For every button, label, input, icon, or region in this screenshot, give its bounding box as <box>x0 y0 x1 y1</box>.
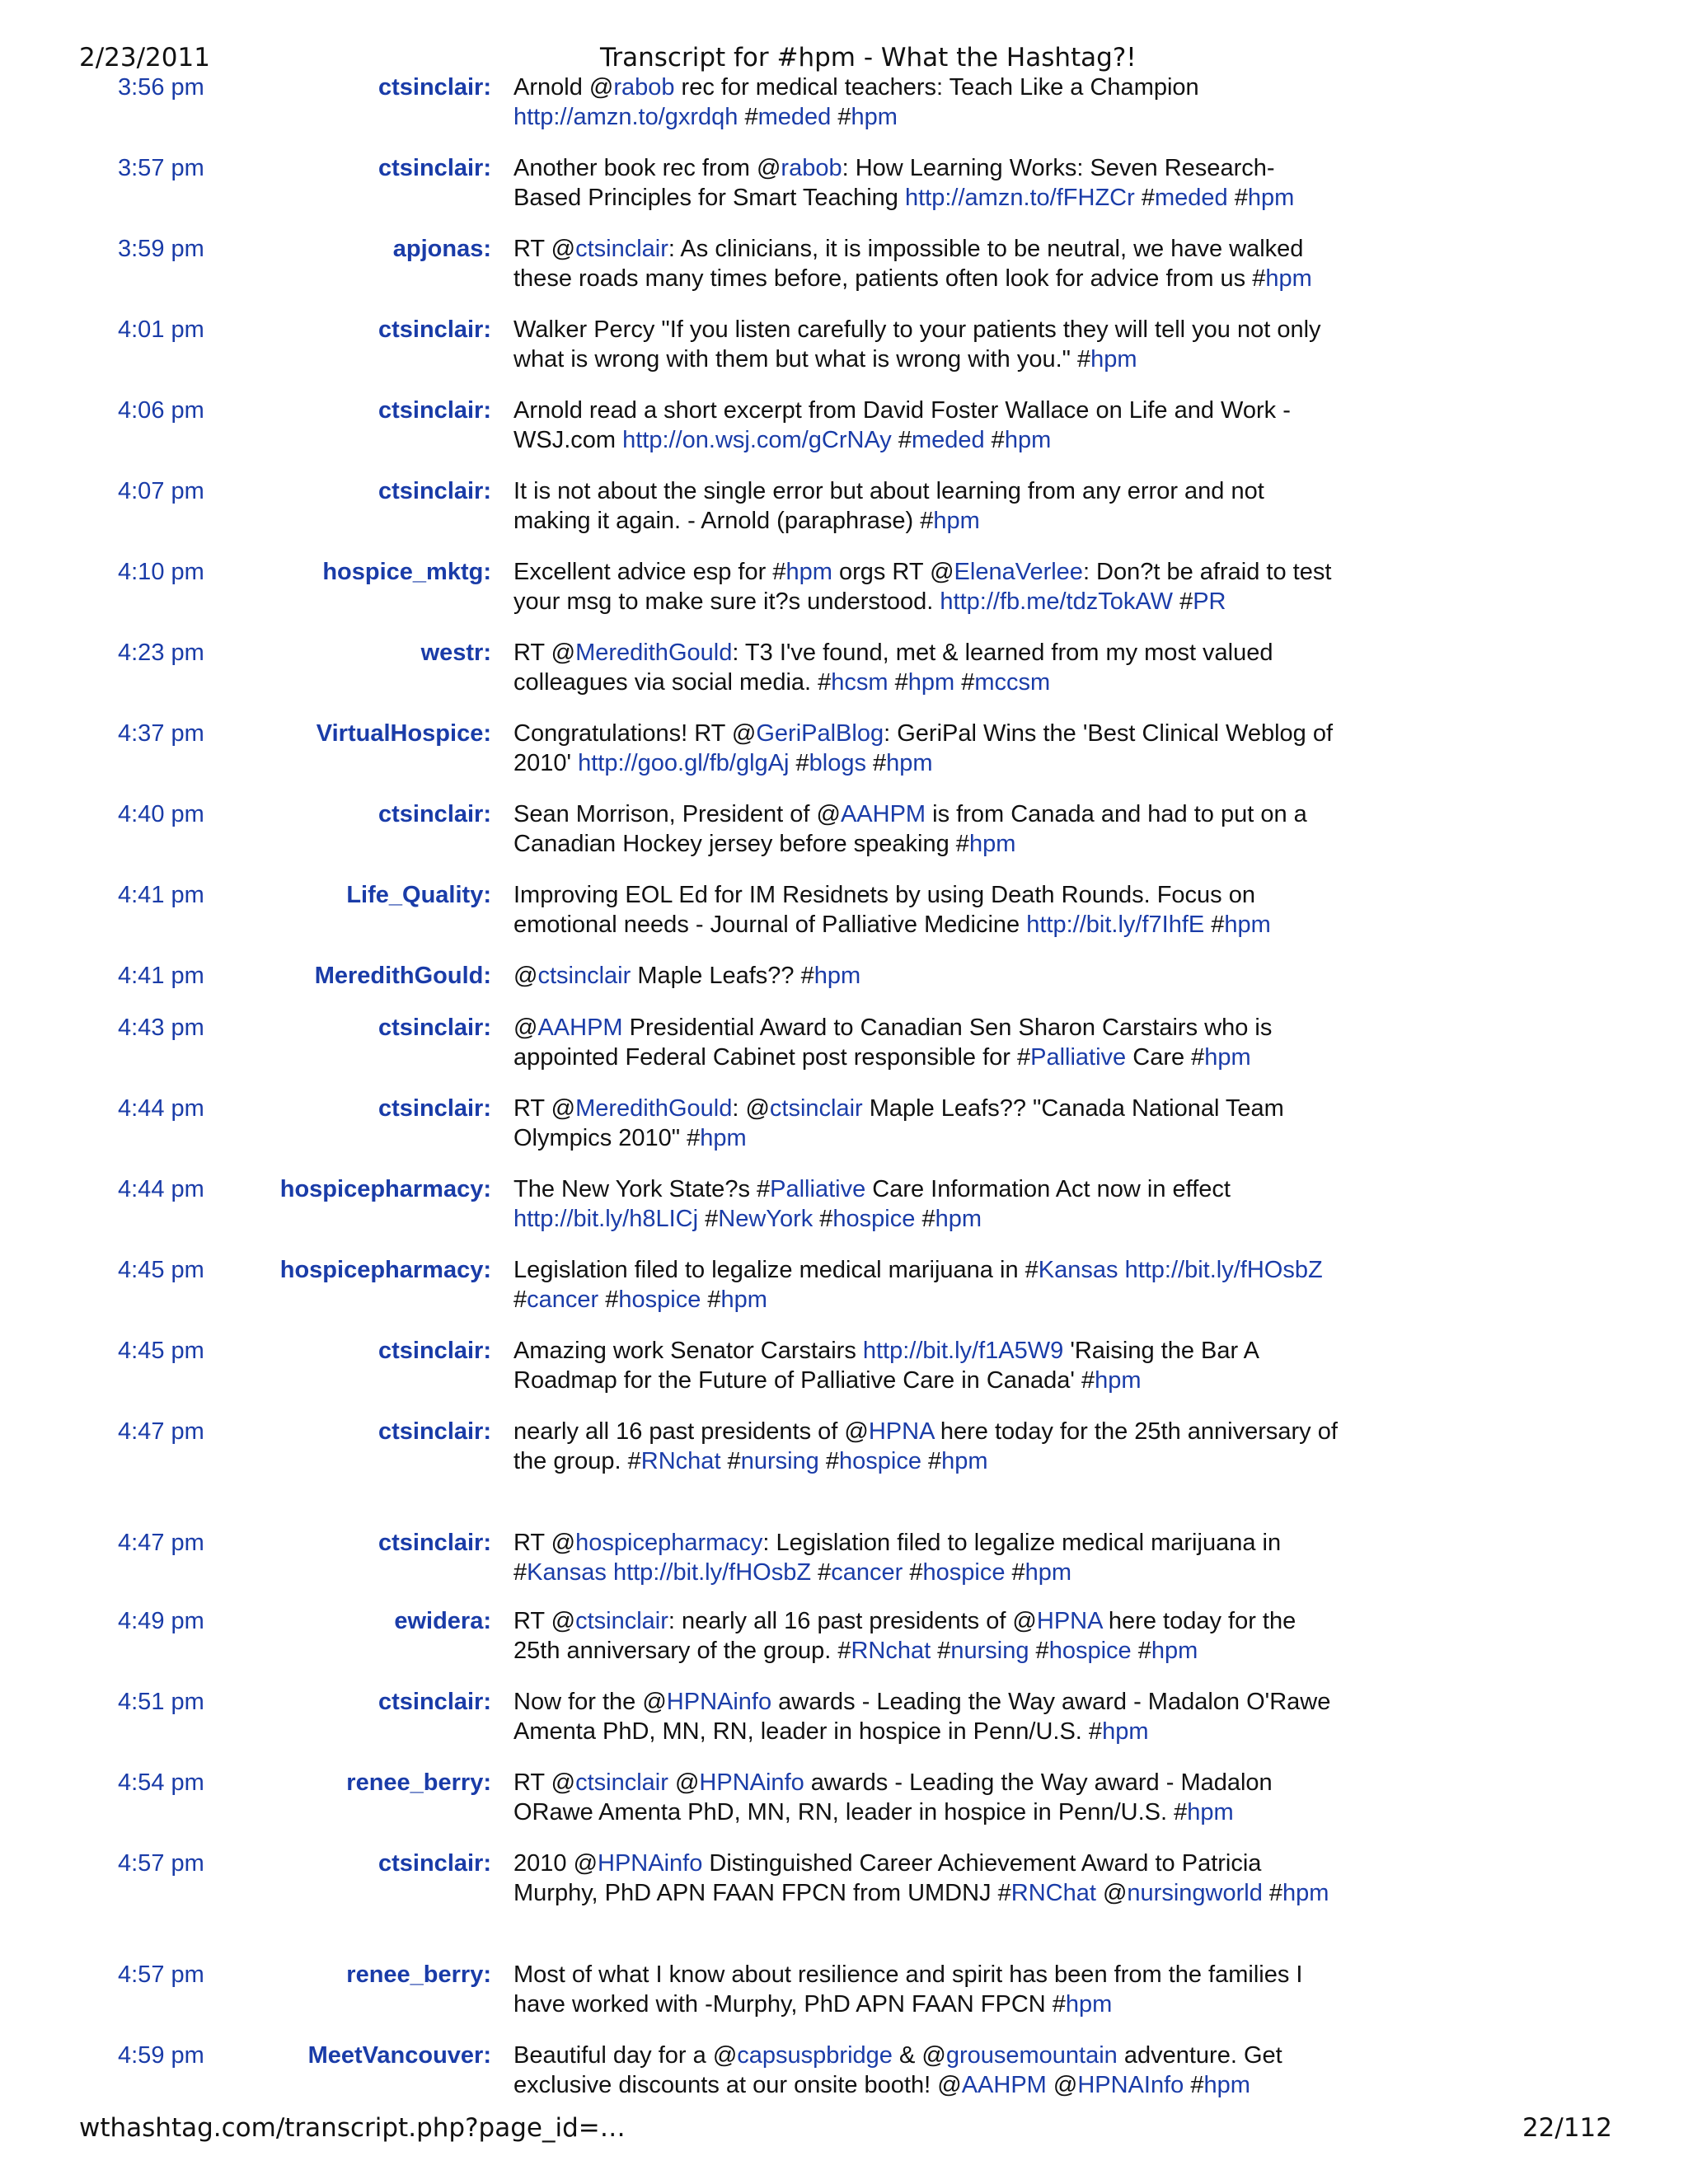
tweet-link[interactable]: http://amzn.to/gxrdqh <box>513 104 738 130</box>
tweet-link[interactable]: Kansas <box>527 1559 607 1586</box>
tweet-user[interactable]: renee_berry: <box>346 1961 491 1988</box>
tweet-link[interactable]: Kansas <box>1038 1257 1118 1283</box>
tweet-link[interactable]: hpm <box>1095 1367 1142 1394</box>
tweet-text: Walker Percy "If you listen carefully to your patients they will tell you not only what is wrong with them but what is wrong with you." #hpm <box>513 316 1321 373</box>
tweet-time[interactable]: 4:41 pm <box>118 882 204 908</box>
tweet-text: RT @hospicepharmacy: Legislation filed to legalize medical marijuana in #Kansas http://bit.ly/fHOsbZ #cancer #hospice #hpm <box>513 1530 1282 1586</box>
tweet-link[interactable]: HPNA <box>868 1418 934 1445</box>
tweet-time[interactable]: 4:47 pm <box>118 1530 204 1556</box>
tweet-user[interactable]: ctsinclair: <box>378 316 491 343</box>
tweet-link[interactable]: HPNAInfo <box>1077 2072 1184 2098</box>
tweet-user[interactable]: ctsinclair: <box>378 1095 491 1122</box>
tweet-time[interactable]: 3:56 pm <box>118 74 204 101</box>
tweet-link[interactable]: http://bit.ly/fHOsbZ <box>612 1559 812 1586</box>
tweet-text: The New York State?s #Palliative Care Information Act now in effect http://bit.ly/h8LICj #NewYork #hospice #hpm <box>513 1176 1231 1232</box>
tweet-text: @ctsinclair Maple Leafs?? #hpm <box>513 963 861 989</box>
tweet-link[interactable]: hpm <box>1025 1559 1072 1586</box>
tweet-link[interactable]: http://goo.gl/fb/glgAj <box>578 750 790 776</box>
tweet-link[interactable]: ElenaVerlee <box>954 559 1083 585</box>
tweet-link[interactable]: http://fb.me/tdzTokAW <box>940 588 1174 615</box>
tweet-link[interactable]: nursing <box>950 1638 1029 1664</box>
tweet-user[interactable]: renee_berry: <box>346 1769 491 1796</box>
tweet-text: Legislation filed to legalize medical marijuana in #Kansas http://bit.ly/fHOsbZ #cancer #hospice #hpm <box>513 1257 1323 1313</box>
tweet-link[interactable]: http://bit.ly/fHOsbZ <box>1124 1257 1323 1283</box>
tweet-link[interactable]: hpm <box>1090 346 1137 373</box>
tweet-text: 2010 @HPNAinfo Distinguished Career Achievement Award to Patricia Murphy, PhD APN FAAN FPCN from UMDNJ #RNChat @nursingworld #hpm <box>513 1850 1329 1906</box>
tweet-link[interactable]: HPNAinfo <box>598 1850 703 1877</box>
tweet-link[interactable]: hpm <box>700 1125 747 1151</box>
tweet-link[interactable]: capsuspbridge <box>737 2042 893 2069</box>
tweet-link[interactable]: hpm <box>1187 1799 1234 1825</box>
tweet-time[interactable]: 4:51 pm <box>118 1689 204 1715</box>
tweet-link[interactable]: Palliative <box>770 1176 866 1202</box>
tweet-link[interactable]: hpm <box>968 831 1016 857</box>
tweet-user[interactable]: hospicepharmacy: <box>279 1176 491 1202</box>
tweet-link[interactable]: hpm <box>720 1286 767 1313</box>
tweet-link[interactable]: ctsinclair <box>575 1608 668 1634</box>
tweet-link[interactable]: HPNAinfo <box>666 1689 772 1715</box>
tweet-user[interactable]: MeetVancouver: <box>307 2042 491 2069</box>
tweet-link[interactable]: meded <box>1154 185 1228 211</box>
footer-url: wthashtag.com/transcript.php?page_id=… <box>79 2113 626 2143</box>
tweet-user[interactable]: VirtualHospice: <box>316 720 491 747</box>
tweet-user[interactable]: ctsinclair: <box>378 1689 491 1715</box>
tweet-link[interactable]: rabob <box>781 155 842 181</box>
tweet-text: Amazing work Senator Carstairs http://bit.ly/f1A5W9 'Raising the Bar A Roadmap for the Future of Palliative Care in Canada' #hpm <box>513 1338 1259 1394</box>
tweet-text: Most of what I know about resilience and spirit has been from the families I have worked with -Murphy, PhD APN FAAN FPCN #hpm <box>513 1961 1303 2018</box>
tweet-user[interactable]: MeredithGould: <box>314 963 491 989</box>
tweet-text: Now for the @HPNAinfo awards - Leading the Way award - Madalon O'Rawe Amenta PhD, MN, RN, leader in hospice in Penn/U.S. #hpm <box>513 1689 1331 1745</box>
tweet-time[interactable]: 4:47 pm <box>118 1418 204 1445</box>
tweet-user[interactable]: ctsinclair: <box>378 155 491 181</box>
tweet-time[interactable]: 4:43 pm <box>118 1015 204 1041</box>
tweet-user[interactable]: apjonas: <box>392 236 491 262</box>
tweet-text: RT @ctsinclair: As clinicians, it is impossible to be neutral, we have walked these roads many times before, patients often look for advice from us #hpm <box>513 236 1312 292</box>
tweet-time[interactable]: 4:49 pm <box>118 1608 204 1634</box>
tweet-link[interactable]: hpm <box>1204 1044 1251 1071</box>
tweet-link[interactable]: ctsinclair <box>575 236 668 262</box>
tweet-text: It is not about the single error but about learning from any error and not making it again. - Arnold (paraphrase) #hpm <box>513 478 1264 534</box>
tweet-link[interactable]: hpm <box>1265 265 1312 292</box>
tweet-time[interactable]: 4:40 pm <box>118 801 204 827</box>
tweet-link[interactable]: ctsinclair <box>537 963 631 989</box>
tweet-link[interactable]: cancer <box>831 1559 903 1586</box>
tweet-time[interactable]: 4:59 pm <box>118 2042 204 2069</box>
tweet-text: Arnold read a short excerpt from David Foster Wallace on Life and Work - WSJ.com http://on.wsj.com/gCrNAy #meded #hpm <box>513 397 1291 453</box>
tweet-text: Sean Morrison, President of @AAHPM is from Canada and had to put on a Canadian Hockey jersey before speaking #hpm <box>513 801 1307 857</box>
tweet-user[interactable]: ctsinclair: <box>378 1015 491 1041</box>
tweet-user[interactable]: hospicepharmacy: <box>279 1257 491 1283</box>
tweet-time[interactable]: 4:57 pm <box>118 1850 204 1877</box>
tweet-user[interactable]: ctsinclair: <box>378 478 491 504</box>
tweet-link[interactable]: hpm <box>941 1448 988 1474</box>
tweet-link[interactable]: hpm <box>886 750 933 776</box>
tweet-user[interactable]: ctsinclair: <box>378 397 491 424</box>
tweet-time[interactable]: 3:57 pm <box>118 155 204 181</box>
tweet-user[interactable]: Life_Quality: <box>346 882 491 908</box>
tweet-link[interactable]: hpm <box>1102 1718 1149 1745</box>
tweet-link[interactable]: hpm <box>1004 427 1052 453</box>
tweet-time[interactable]: 4:54 pm <box>118 1769 204 1796</box>
tweet-link[interactable]: http://bit.ly/f1A5W9 <box>862 1338 1064 1364</box>
tweet-link[interactable]: hospice <box>839 1448 921 1474</box>
tweet-link[interactable]: hpm <box>1203 2072 1250 2098</box>
tweet-link[interactable]: hcsm <box>831 669 889 696</box>
tweet-link[interactable]: HPNA <box>1036 1608 1102 1634</box>
tweet-link[interactable]: hospice <box>618 1286 701 1313</box>
tweet-time[interactable]: 4:45 pm <box>118 1338 204 1364</box>
tweet-link[interactable]: meded <box>911 427 985 453</box>
tweet-link[interactable]: NewYork <box>718 1206 814 1232</box>
tweet-link[interactable]: hospice <box>832 1206 916 1232</box>
tweet-user[interactable]: ctsinclair: <box>378 1418 491 1445</box>
tweet-link[interactable]: HPNAinfo <box>699 1769 804 1796</box>
tweet-link[interactable]: RNchat <box>640 1448 721 1474</box>
tweet-link[interactable]: http://bit.ly/h8LICj <box>513 1206 699 1232</box>
tweet-link[interactable]: ctsinclair <box>575 1769 668 1796</box>
tweet-user[interactable]: westr: <box>420 640 491 666</box>
tweet-link[interactable]: PR <box>1193 588 1226 615</box>
tweet-text: Excellent advice esp for #hpm orgs RT @ElenaVerlee: Don?t be afraid to test your msg to make sure it?s understood. http://fb.me/tdzTokAW #PR <box>513 559 1332 615</box>
tweet-user[interactable]: ctsinclair: <box>378 801 491 827</box>
tweet-text: nearly all 16 past presidents of @HPNA here today for the 25th anniversary of the group. #RNchat #nursing #hospice #hpm <box>513 1418 1338 1474</box>
tweet-link[interactable]: hpm <box>935 1206 982 1232</box>
tweet-link[interactable]: RNchat <box>851 1638 931 1664</box>
tweet-text: Beautiful day for a @capsuspbridge & @grousemountain adventure. Get exclusive discounts at our onsite booth! @AAHPM @HPNAInfo #hpm <box>513 2042 1282 2098</box>
tweet-text: RT @MeredithGould: @ctsinclair Maple Leafs?? "Canada National Team Olympics 2010" #hpm <box>513 1095 1284 1151</box>
tweet-time[interactable]: 4:44 pm <box>118 1176 204 1202</box>
tweet-user[interactable]: hospice_mktg: <box>322 559 491 585</box>
tweet-time[interactable]: 4:01 pm <box>118 316 204 343</box>
tweet-text: Arnold @rabob rec for medical teachers: Teach Like a Champion http://amzn.to/gxrdqh #meded #hpm <box>513 74 1199 130</box>
tweet-link[interactable]: rabob <box>613 74 675 101</box>
tweet-link[interactable]: GeriPalBlog <box>756 720 884 747</box>
print-date: 2/23/2011 <box>79 43 210 73</box>
tweet-time[interactable]: 4:06 pm <box>118 397 204 424</box>
tweet-time[interactable]: 4:57 pm <box>118 1961 204 1988</box>
tweet-text: RT @ctsinclair @HPNAinfo awards - Leading the Way award - Madalon ORawe Amenta PhD, MN, RN, leader in hospice in Penn/U.S. #hpm <box>513 1769 1273 1825</box>
tweet-link[interactable]: ctsinclair <box>769 1095 863 1122</box>
tweet-link[interactable]: MeredithGould <box>575 640 733 666</box>
tweet-time[interactable]: 4:10 pm <box>118 559 204 585</box>
tweet-link[interactable]: AAHPM <box>840 801 926 827</box>
tweet-link[interactable]: http://bit.ly/f7IhfE <box>1026 912 1205 938</box>
page-number: 22/112 <box>1522 2113 1612 2143</box>
tweet-link[interactable]: blogs <box>809 750 866 776</box>
tweet-time[interactable]: 4:45 pm <box>118 1257 204 1283</box>
tweet-link[interactable]: hpm <box>1247 185 1295 211</box>
tweet-link[interactable]: mccsm <box>974 669 1051 696</box>
tweet-link[interactable]: hpm <box>1282 1880 1329 1906</box>
tweet-link[interactable]: nursing <box>740 1448 819 1474</box>
tweet-link[interactable]: hpm <box>1224 912 1271 938</box>
tweet-text: RT @MeredithGould: T3 I've found, met & learned from my most valued colleagues via social media. #hcsm #hpm #mccsm <box>513 640 1273 696</box>
tweet-link[interactable]: hpm <box>785 559 832 585</box>
tweet-link[interactable]: hpm <box>933 508 980 534</box>
tweet-time[interactable]: 4:37 pm <box>118 720 204 747</box>
tweet-link[interactable]: http://on.wsj.com/gCrNAy <box>622 427 892 453</box>
tweet-link[interactable]: AAHPM <box>961 2072 1047 2098</box>
tweet-link[interactable]: AAHPM <box>537 1015 623 1041</box>
tweet-time[interactable]: 4:07 pm <box>118 478 204 504</box>
tweet-link[interactable]: hpm <box>814 963 861 989</box>
tweet-link[interactable]: hospice <box>1048 1638 1132 1664</box>
tweet-text: RT @ctsinclair: nearly all 16 past presidents of @HPNA here today for the 25th anniversary of the group. #RNchat #nursing #hospice #hpm <box>513 1608 1296 1664</box>
tweet-link[interactable]: http://amzn.to/fFHZCr <box>904 185 1135 211</box>
tweet-text: Another book rec from @rabob: How Learning Works: Seven Research-Based Principles for Smart Teaching http://amzn.to/fFHZCr #meded #hpm <box>513 155 1295 211</box>
page-title: Transcript for #hpm - What the Hashtag?! <box>600 43 1137 73</box>
tweet-link[interactable]: hospicepharmacy <box>575 1530 763 1556</box>
tweet-text: @AAHPM Presidential Award to Canadian Sen Sharon Carstairs who is appointed Federal Cabinet post responsible for #Palliative Care #hpm <box>513 1015 1273 1071</box>
tweet-link[interactable]: cancer <box>527 1286 599 1313</box>
tweet-link[interactable]: hpm <box>851 104 898 130</box>
tweet-time[interactable]: 3:59 pm <box>118 236 204 262</box>
tweet-user[interactable]: ctsinclair: <box>378 74 491 101</box>
tweet-link[interactable]: meded <box>757 104 832 130</box>
tweet-text: Congratulations! RT @GeriPalBlog: GeriPal Wins the 'Best Clinical Weblog of 2010' http://goo.gl/fb/glgAj #blogs #hpm <box>513 720 1334 776</box>
tweet-link[interactable]: hpm <box>1065 1991 1113 2018</box>
tweet-user[interactable]: ctsinclair: <box>378 1530 491 1556</box>
tweet-link[interactable]: grousemountain <box>945 2042 1118 2069</box>
tweet-link[interactable]: RNChat <box>1010 1880 1096 1906</box>
tweet-link[interactable]: hospice <box>922 1559 1006 1586</box>
tweet-user[interactable]: ewidera: <box>394 1608 491 1634</box>
tweet-link[interactable]: MeredithGould <box>575 1095 733 1122</box>
tweet-text: Improving EOL Ed for IM Residnets by using Death Rounds. Focus on emotional needs - Journal of Palliative Medicine http://bit.ly/f7IhfE #hpm <box>513 882 1271 938</box>
tweet-link[interactable]: Palliative <box>1030 1044 1127 1071</box>
tweet-user[interactable]: ctsinclair: <box>378 1338 491 1364</box>
tweet-time[interactable]: 4:23 pm <box>118 640 204 666</box>
tweet-user[interactable]: ctsinclair: <box>378 1850 491 1877</box>
tweet-time[interactable]: 4:41 pm <box>118 963 204 989</box>
tweet-link[interactable]: nursingworld <box>1127 1880 1263 1906</box>
tweet-link[interactable]: hpm <box>1151 1638 1198 1664</box>
tweet-link[interactable]: hpm <box>907 669 955 696</box>
tweet-time[interactable]: 4:44 pm <box>118 1095 204 1122</box>
